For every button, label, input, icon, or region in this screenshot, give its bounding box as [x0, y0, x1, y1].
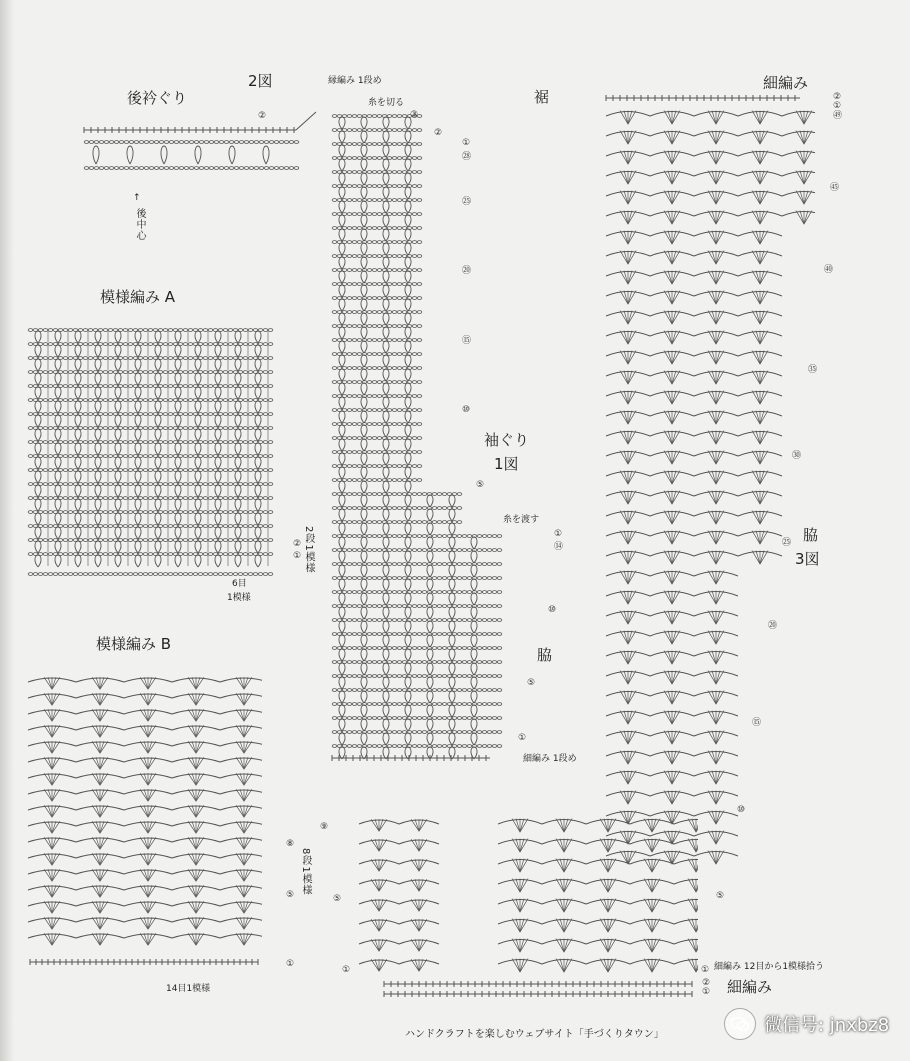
sc-top-label: 細編み	[763, 74, 809, 92]
row-marker: ㊵	[824, 265, 834, 275]
row-marker: ㉕	[782, 538, 792, 548]
pattern-a-repeat-unit: 1模様	[227, 593, 251, 603]
sc-one-row-label: 細編み 1段め	[523, 754, 577, 764]
pattern-b-chart	[26, 668, 262, 968]
footer-credit: ハンドクラフトを楽しむウェブサイト「手づくりタウン」	[405, 1029, 664, 1040]
fig3-label: 3図	[795, 550, 820, 568]
side-right-label: 脇	[803, 526, 819, 544]
watermark-text: 微信号: jnxbz8	[764, 1015, 890, 1036]
row-marker: ②	[258, 111, 267, 121]
hem-label: 裾	[534, 88, 550, 106]
fig3-body-chart	[600, 88, 818, 868]
pick-up-label: 細編み 12目から1模様拾う	[714, 962, 825, 972]
row-marker: ①	[833, 101, 842, 111]
row-marker: ㉟	[808, 365, 818, 375]
side-mid-label: 脇	[537, 646, 553, 664]
row-marker: ㉘	[462, 152, 472, 162]
row-marker: ⑮	[752, 718, 762, 728]
row-marker: ⑩	[548, 605, 557, 615]
edge-row-label: 縁編み 1段め	[328, 76, 382, 86]
row-marker: ⑩	[737, 805, 746, 815]
rejoin-yarn-label: 糸を渡す	[503, 515, 540, 525]
pattern-b-repeat-rows: 8段1模様	[300, 848, 311, 896]
stitch-symbols	[24, 322, 274, 580]
row-marker: ①	[293, 551, 302, 561]
lower-right-chart	[378, 810, 698, 1000]
row-marker: ①	[286, 959, 295, 969]
fig1-label: 1図	[494, 455, 519, 473]
pattern-a-title: 模様編み A	[100, 288, 176, 306]
armhole-label: 袖ぐり	[484, 431, 530, 449]
stitch-symbols	[26, 668, 262, 968]
row-marker: ㊾	[833, 111, 843, 121]
page-gutter-shadow	[0, 0, 14, 1061]
pattern-b-title: 模様編み B	[96, 635, 172, 653]
row-marker: ⑭	[554, 542, 564, 552]
row-marker: ⑤	[286, 890, 295, 900]
sc-bottom-label: 細編み	[727, 978, 773, 996]
cut-yarn-label: 糸を切る	[368, 98, 405, 108]
row-marker: ②	[702, 978, 711, 988]
stitch-symbols	[60, 108, 330, 180]
row-marker: ⑤	[476, 480, 485, 490]
row-marker: ①	[342, 965, 351, 975]
up-arrow-icon: ↑	[133, 193, 141, 203]
row-marker: ①	[518, 733, 527, 743]
row-marker: ②	[833, 92, 842, 102]
stitch-symbols	[378, 810, 698, 1000]
row-marker: ⑳	[768, 621, 778, 631]
row-marker: ①	[701, 965, 710, 975]
pattern-a-chart	[24, 322, 274, 580]
wechat-icon	[724, 1008, 756, 1040]
pattern-a-repeat-rows: 2段1模様	[303, 526, 314, 574]
back-center-label: 後中心	[134, 208, 145, 241]
row-marker: ⑧	[286, 839, 295, 849]
row-marker: ⑩	[462, 405, 471, 415]
row-marker: ②	[293, 539, 302, 549]
row-marker: ㊺	[830, 183, 840, 193]
row-marker: ⑤	[333, 894, 342, 904]
row-marker: ㉚	[792, 451, 802, 461]
row-marker: ⑳	[462, 266, 472, 276]
back-neck-label: 後衿ぐり	[127, 89, 188, 107]
fig2-label: 2図	[248, 72, 273, 90]
row-marker: ①	[554, 529, 563, 539]
watermark	[724, 1008, 889, 1040]
pattern-a-repeat-stitches: 6目	[232, 579, 247, 589]
row-marker: ②	[434, 128, 443, 138]
row-marker: ⑨	[320, 822, 329, 832]
row-marker: ③	[410, 110, 419, 120]
row-marker: ⑤	[716, 891, 725, 901]
row-marker: ㉕	[462, 197, 472, 207]
row-marker: ①	[702, 987, 711, 997]
back-neck-chart	[60, 108, 330, 180]
row-marker: ⑤	[527, 678, 536, 688]
row-marker: ①	[462, 138, 471, 148]
stitch-symbols	[600, 88, 818, 868]
row-marker: ⑮	[462, 336, 472, 346]
pattern-b-repeat-stitches: 14目1模様	[166, 984, 211, 994]
